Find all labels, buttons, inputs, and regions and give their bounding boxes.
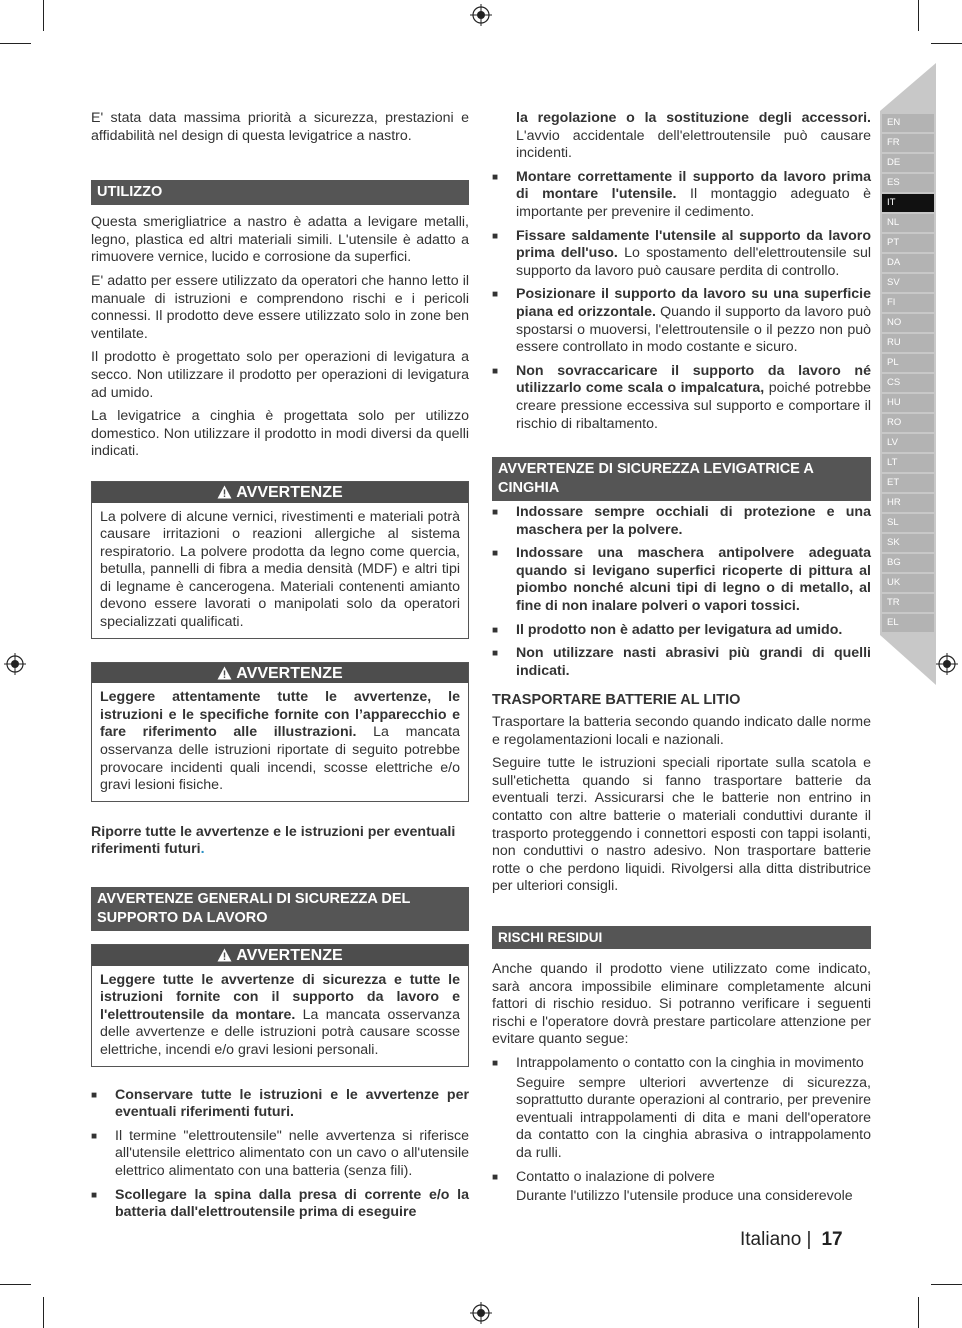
right-column — [492, 110, 871, 1206]
warning-text: La mancata osservanza delle avvertenze e delle istruzioni potrà causare scosse elettriche, incendi e/o gravi lesioni personali. — [100, 1006, 460, 1058]
crop-mark — [43, 0, 44, 31]
language-tab-fr[interactable]: FR — [882, 134, 934, 152]
bullet-square-icon: ■ — [492, 365, 499, 377]
continued-bullet — [492, 110, 871, 163]
list-item — [492, 645, 871, 680]
registration-mark-icon — [936, 653, 958, 675]
registration-mark-icon — [470, 1302, 492, 1324]
bullet-square-icon: ■ — [492, 1057, 499, 1069]
language-tab-el[interactable]: EL — [882, 614, 934, 632]
language-tab-es[interactable]: ES — [882, 174, 934, 192]
list-item — [492, 286, 871, 356]
bullet-bold-text: Posizionare il supporto da lavoro su una superficie piana ed orizzontale. — [516, 286, 871, 320]
language-tab-de[interactable]: DE — [882, 154, 934, 172]
registration-mark-icon — [470, 4, 492, 26]
warning-header — [92, 945, 468, 966]
bullet-text: Quando il supporto da lavoro può spostarsi o muoversi, l'elettroutensile o il pezzo non può essere controllato in modo costante e sicuro. — [516, 303, 871, 356]
registration-mark-icon — [4, 653, 26, 675]
bullet-text: L'avvio accidentale dell'elettroutensile può causare incidenti. — [516, 127, 871, 162]
bullet-bold-text: Fissare saldamente l'utensile al supporto da lavoro prima dell'uso. — [516, 227, 871, 262]
language-tab-lv[interactable]: LV — [882, 434, 934, 452]
battery-paragraph: Trasportare la batteria secondo quando indicato dalle norme e regolamentazioni locali e nazionali. — [492, 714, 871, 748]
list-item — [91, 1087, 469, 1122]
bullet-bold-text: Indossare una maschera antipolvere adeguata quando si levigano superfici ricoperte di pittura al piombo nonché alcuni tipi di legno o di metallo, al fine di non inalare polveri o vapori tossici. — [516, 545, 871, 615]
list-item — [492, 1169, 871, 1187]
language-tab-et[interactable]: ET — [882, 474, 934, 492]
language-tab-cs[interactable]: CS — [882, 374, 934, 392]
crop-mark — [918, 0, 919, 31]
warning-title: AVVERTENZE — [236, 947, 343, 964]
language-tab-ro[interactable]: RO — [882, 414, 934, 432]
crop-mark — [918, 1297, 919, 1328]
page-footer — [740, 1229, 843, 1251]
warning-box-support — [91, 944, 469, 1067]
language-tab-da[interactable]: DA — [882, 254, 934, 272]
footer-language: Italiano | — [740, 1229, 812, 1250]
utilizzo-paragraph: E' adatto per essere utilizzato da operatori che hanno letto il manuale di istruzioni e comprendono rischi e i pericoli connessi. Il prodotto deve essere utilizzato solo in zone ben ventilate. — [91, 272, 469, 342]
language-tab-sv[interactable]: SV — [882, 274, 934, 292]
bullet-bold-text: Il prodotto non è adatto per levigatura ad umido. — [516, 621, 843, 638]
left-column — [91, 110, 469, 1228]
risk-detail: Seguire sempre ulteriori avvertenze di sicurezza, soprattutto durante operazioni al contrario, per prevenire eventuali intrappolamenti di dita e mani dell'operatore da contatto con la cinghia abrasiva o intrappolamento da rulli. — [516, 1074, 871, 1161]
bullet-bold-text: Conservare tutte le istruzioni e le avvertenze per eventuali riferimenti futuri. — [115, 1086, 469, 1121]
list-item — [91, 1128, 469, 1181]
warning-body — [92, 683, 468, 801]
utilizzo-paragraph: Il prodotto è progettato solo per operazioni di levigatura a secco. Non utilizzare il prodotto per operazioni di levigatura ad umido. — [91, 349, 469, 401]
section-heading-residual-risks: RISCHI RESIDUI — [492, 926, 871, 949]
language-tab-tr[interactable]: TR — [882, 594, 934, 612]
language-tab-lt[interactable]: LT — [882, 454, 934, 472]
bullet-square-icon: ■ — [492, 548, 499, 560]
bullet-bold-text: Non utilizzare nasti abrasivi più grandi di quelli indicati. — [516, 645, 871, 679]
language-tab-pl[interactable]: PL — [882, 354, 934, 372]
crop-mark — [931, 1284, 962, 1285]
list-item — [492, 504, 871, 539]
bullet-square-icon: ■ — [492, 1171, 499, 1183]
language-tab-no[interactable]: NO — [882, 314, 934, 332]
utilizzo-paragraph: Questa smerigliatrice a nastro è adatta a levigare metalli, legno, plastica ed altri materiali simili. L'utensile è adatto a rimuovere vernice, lucido e corrosione da superfici. — [91, 214, 469, 266]
risk-detail: Durante l'utilizzo l'utensile produce una considerevole — [516, 1188, 853, 1205]
bullet-text: Contatto o inalazione di polvere — [516, 1168, 715, 1185]
warning-title: AVVERTENZE — [236, 483, 343, 501]
bullet-text: Intrappolamento o contatto con la cinghia in movimento — [516, 1054, 864, 1071]
list-item — [492, 363, 871, 433]
bullet-square-icon: ■ — [492, 230, 499, 242]
section-heading-support: AVVERTENZE GENERALI DI SICUREZZA DEL SUPPORTO DA LAVORO — [91, 887, 469, 931]
utilizzo-paragraph: La levigatrice a cinghia è progettata solo per utilizzo domestico. Non utilizzare il prodotto in modi diversi da quelli indicati. — [91, 408, 469, 460]
language-tabs — [882, 114, 934, 634]
bullet-bold-text: Non sovraccaricare il supporto da lavoro né utilizzarlo come scala o impalcatura, — [516, 362, 871, 397]
bullet-square-icon: ■ — [492, 624, 499, 636]
bullet-bold-text: Scollegare la spina dalla presa di corrente e/o la batteria dall'elettroutensile prima di eseguire — [115, 1186, 469, 1221]
bullet-square-icon: ■ — [492, 171, 499, 183]
bullet-text: poiché potrebbe creare pressione eccessiva sul supporto e comportare il rischio di ribaltamento. — [516, 380, 871, 432]
warning-bold-text: Leggere attentamente tutte le avvertenze, le istruzioni e le specifiche fornite con l’apparecchio e fare riferimento alle illustrazioni. — [100, 689, 460, 741]
bullet-bold-text: la regolazione o la sostituzione degli accessori. — [516, 110, 871, 126]
language-tab-hr[interactable]: HR — [882, 494, 934, 512]
bullet-square-icon: ■ — [492, 507, 499, 519]
bullet-text: Lo spostamento dell'elettroutensile sul supporto da lavoro può causare perdita di controllo. — [516, 245, 871, 279]
keep-note-dot: . — [200, 841, 205, 858]
bullet-text: Il termine "elettroutensile" nelle avvertenza si riferisce all'utensile elettrico alimentato con un cavo o all'utensile elettrico alimentato con una batteria (senza fili). — [115, 1127, 469, 1179]
section-heading-utilizzo: UTILIZZO — [91, 180, 469, 205]
intro-text: E' stata data massima priorità a sicurezza, prestazioni e affidabilità nel design di questa levigatrice a nastro. — [91, 110, 469, 144]
warning-header — [92, 482, 468, 503]
warning-text: La mancata osservanza delle istruzioni riportate di seguito potrebbe provocare incidenti quali incendi, scosse elettriche e/o gravi lesioni fisiche. — [100, 724, 460, 794]
crop-mark — [931, 43, 962, 44]
keep-note-text: Riporre tutte le avvertenze e le istruzioni per eventuali riferimenti futuri — [91, 823, 456, 858]
warning-triangle-icon — [217, 485, 232, 499]
list-item — [492, 228, 871, 281]
language-tab-nl[interactable]: NL — [882, 214, 934, 232]
language-tab-ru[interactable]: RU — [882, 334, 934, 352]
subheading-battery-transport: TRASPORTARE BATTERIE AL LITIO — [492, 692, 741, 709]
warning-triangle-icon — [217, 666, 232, 680]
bullet-square-icon: ■ — [492, 648, 499, 660]
warning-box-read-instructions — [91, 662, 469, 802]
bullet-bold-text: Montare correttamente il supporto da lavoro prima di montare l'utensile. — [516, 168, 871, 203]
bullet-bold-text: Indossare sempre occhiali di protezione e una maschera per la polvere. — [516, 504, 871, 538]
bullet-square-icon: ■ — [91, 1189, 98, 1201]
bullet-square-icon: ■ — [91, 1089, 98, 1101]
crop-mark — [0, 1284, 31, 1285]
crop-mark — [43, 1297, 44, 1328]
warning-header — [92, 663, 468, 684]
language-tab-uk[interactable]: UK — [882, 574, 934, 592]
residual-intro: Anche quando il prodotto viene utilizzato come indicato, sarà ancora impossibile eliminare completamente alcuni fattori di rischio residuo. Si potranno verificare i seguenti rischi e l'operatore dovrà prestare particolare attenzione per evitare quanto segue: — [492, 960, 871, 1048]
language-tab-fi[interactable]: FI — [882, 294, 934, 312]
warning-body — [92, 966, 468, 1066]
section-heading-sander-safety: AVVERTENZE DI SICUREZZA LEVIGATRICE A CINGHIA — [492, 457, 871, 501]
list-item — [91, 1187, 469, 1222]
warning-triangle-icon — [217, 948, 232, 962]
list-item — [492, 545, 871, 615]
language-tab-hu[interactable]: HU — [882, 394, 934, 412]
language-tab-sl[interactable]: SL — [882, 514, 934, 532]
bullet-square-icon: ■ — [91, 1130, 98, 1142]
language-tab-sk[interactable]: SK — [882, 534, 934, 552]
warning-box-dust — [91, 481, 469, 639]
warning-text: La polvere di alcune vernici, rivestimenti e materiali potrà causare irritazioni o reazioni allergiche al sistema respiratorio. La polvere prodotta da legno come quercia, betulla, pannelli di fibra a media densità (MDF) e altri tipi di legname è cancerogena. Materiali contenenti amianto devono essere lavorati o manipolati solo da operatori specializzati qualificati. — [100, 508, 460, 631]
crop-mark — [0, 43, 31, 44]
warning-bold-text: Leggere tutte le avvertenze di sicurezza e tutte le istruzioni fornite con il supporto da lavoro e l'elettroutensile da montare. — [100, 971, 460, 1023]
language-tab-pt[interactable]: PT — [882, 234, 934, 252]
keep-instructions-note — [91, 824, 469, 859]
bullet-text: Il montaggio adeguato è importante per prevenire il cedimento. — [516, 186, 871, 220]
bullet-square-icon: ■ — [492, 289, 499, 301]
list-item — [492, 622, 871, 640]
page-number: 17 — [821, 1229, 843, 1250]
warning-title: AVVERTENZE — [236, 664, 343, 682]
language-tab-it[interactable]: IT — [882, 194, 934, 212]
list-item — [492, 169, 871, 222]
language-tab-bg[interactable]: BG — [882, 554, 934, 572]
language-tab-en[interactable]: EN — [882, 114, 934, 132]
battery-paragraph: Seguire tutte le istruzioni speciali riportate sulla scatola e sull'etichetta quando si fanno trasportare batterie da eventuali terzi. Assicurarsi che le batterie non entrino in contatto con altre batterie o materiali conduttivi durante il trasporto proteggendo i connettori esposti con tappi isolanti, non conduttivi o nastro adesivo. Non trasportare batterie rotte o che perdono liquidi. Rivolgersi alla ditta distributrice per ulteriori consigli. — [492, 755, 871, 895]
list-item — [492, 1055, 871, 1073]
